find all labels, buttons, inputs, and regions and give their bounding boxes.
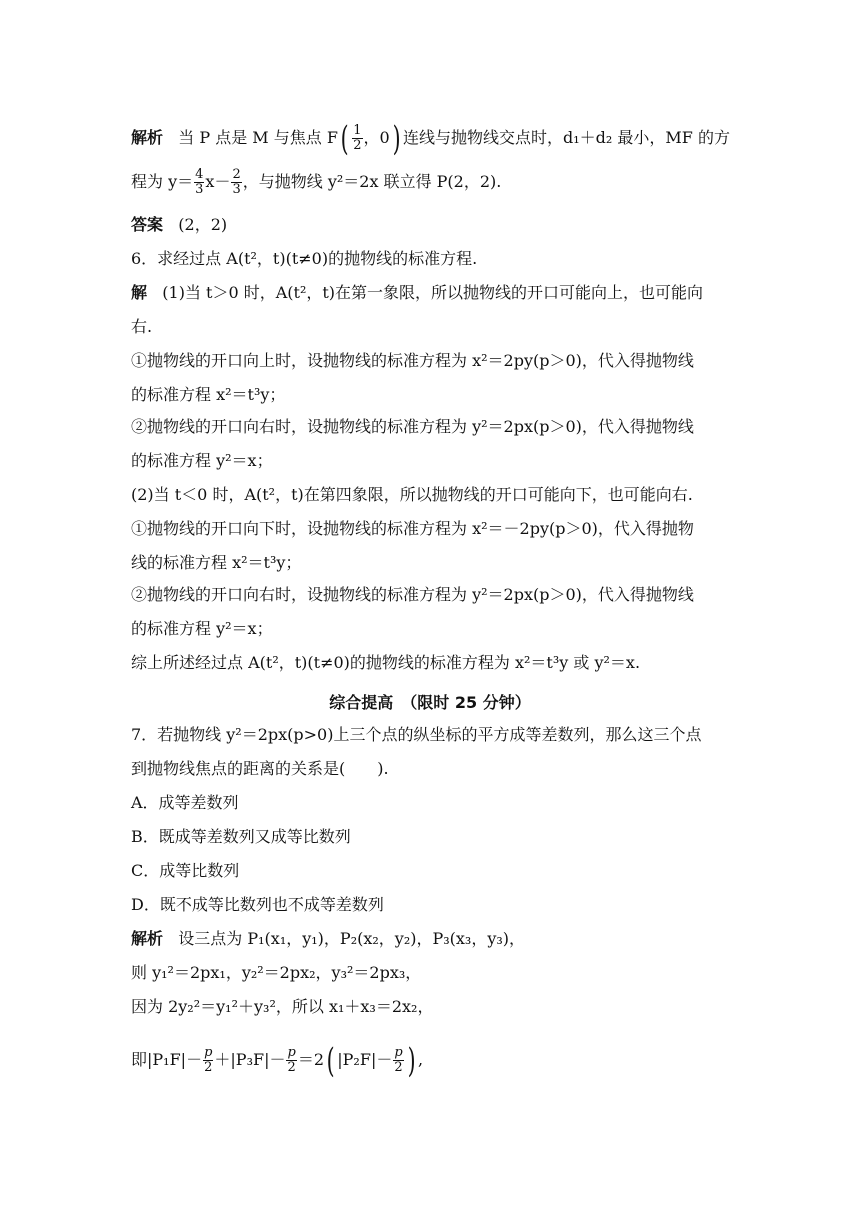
q6-solution-line-2: 右.: [131, 317, 153, 336]
q6-solution-line-10: ②抛物线的开口向右时，设抛物线的标准方程为 y²＝2px(p＞0)，代入得抛物线: [131, 585, 694, 604]
analysis-text: 当 P 点是 M 与焦点 F: [178, 128, 338, 147]
q7-question-line-1: 7．若抛物线 y²＝2px(p>0)上三个点的纵坐标的平方成等差数列，那么这三个点: [131, 725, 702, 744]
q7-question-line-2: 到抛物线焦点的距离的关系是( ).: [131, 759, 389, 778]
solution-label: 解: [131, 283, 148, 302]
analysis-label: 解析: [131, 929, 164, 948]
analysis-label: 解析: [131, 128, 164, 147]
q7-analysis-line-2: 则 y₁²＝2px₁，y₂²＝2px₂，y₃²＝2px₃，: [131, 963, 422, 982]
answer-label: 答案: [131, 215, 164, 234]
fraction-four-thirds: $\frac{4}{3}$: [195, 167, 204, 197]
q6-solution-line-4: 的标准方程 x²＝t³y；: [131, 385, 286, 404]
q6-solution-line-9: 线的标准方程 x²＝t³y；: [131, 553, 302, 572]
q5-analysis-line-2: 程为 y＝ $\frac{4}{3}$ x－ $\frac{2}{3}$ ，与抛物线 y²＝2x 联立得 P(2，2).: [131, 167, 502, 197]
section-title: 综合提高 （限时 25 分钟）: [329, 693, 531, 712]
fraction-two-thirds: $\frac{2}{3}$: [232, 167, 241, 197]
q7-option-b: B．既成等差数列又成等比数列: [131, 827, 351, 846]
q7-analysis-line-4: 即|P₁F|－ $\frac{p}{2}$ ＋|P₃F|－ $\frac{p}{2}$ ＝2( |P₂F|－ $\frac{p}{2}$ ) ,: [131, 1040, 424, 1081]
answer-value: (2，2): [178, 215, 228, 234]
fraction-half: $\frac{1}{2}$: [353, 123, 362, 153]
q6-question: 6．求经过点 A(t²，t)(t≠0)的抛物线的标准方程.: [131, 249, 478, 268]
fraction-p-over-2: $\frac{p}{2}$: [204, 1045, 213, 1075]
q6-solution-line-3: ①抛物线的开口向上时，设抛物线的标准方程为 x²＝2py(p＞0)，代入得抛物线: [131, 351, 694, 370]
q7-option-a: A．成等差数列: [131, 793, 239, 812]
q6-solution-line-7: (2)当 t＜0 时，A(t²，t)在第四象限，所以抛物线的开口可能向下，也可能向右.: [131, 485, 693, 504]
q5-answer: [131, 214, 731, 236]
q7-option-c: C．成等比数列: [131, 861, 240, 880]
analysis-text: 连线与抛物线交点时，d₁＋d₂ 最小，MF 的方: [402, 128, 730, 147]
q7-analysis-line-1: 解析 设三点为 P₁(x₁，y₁)，P₂(x₂，y₂)，P₃(x₃，y₃)，: [131, 929, 526, 948]
fraction-p-over-2: $\frac{p}{2}$: [394, 1045, 403, 1075]
q6-solution-line-6: 的标准方程 y²＝x；: [131, 451, 273, 470]
fraction-p-over-2: $\frac{p}{2}$: [287, 1045, 296, 1075]
q6-solution-line-8: ①抛物线的开口向下时，设抛物线的标准方程为 x²＝－2py(p＞0)，代入得抛物: [131, 519, 694, 538]
q7-analysis-line-3: 因为 2y₂²＝y₁²＋y₃²，所以 x₁＋x₃＝2x₂，: [131, 997, 434, 1016]
q6-solution-line-11: 的标准方程 y²＝x；: [131, 619, 273, 638]
q6-solution-line-1: 解 (1)当 t＞0 时，A(t²，t)在第一象限，所以抛物线的开口可能向上，也可能向: [131, 283, 704, 302]
q7-option-d: D．既不成等比数列也不成等差数列: [131, 895, 384, 914]
q5-analysis-line-1: 解析 当 P 点是 M 与焦点 F( $\frac{1}{2}$ ，0) 连线与抛物线交点时，d₁＋d₂ 最小，MF 的方: [131, 118, 730, 159]
q6-solution-line-12: 综上所述经过点 A(t²，t)(t≠0)的抛物线的标准方程为 x²＝t³y 或 y²＝x.: [131, 653, 641, 672]
q6-solution-line-5: ②抛物线的开口向右时，设抛物线的标准方程为 y²＝2px(p＞0)，代入得抛物线: [131, 417, 694, 436]
